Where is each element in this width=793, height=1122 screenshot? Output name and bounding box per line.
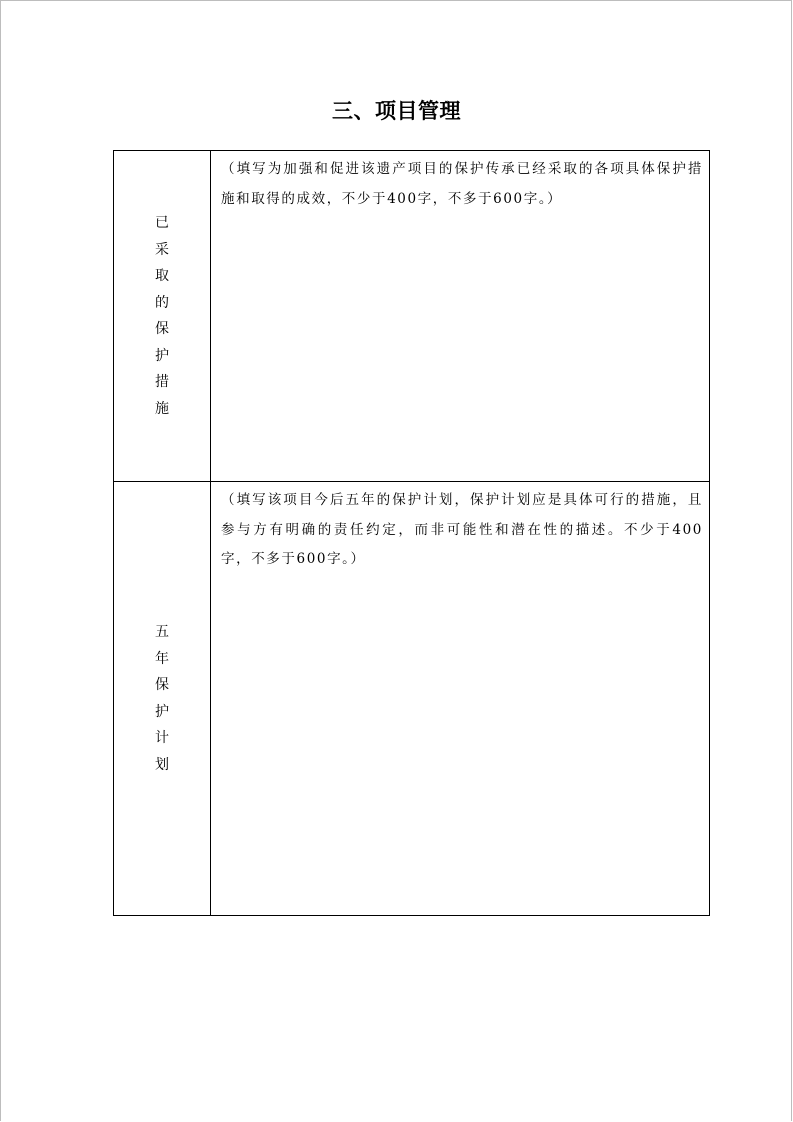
content-cell-protection-measures[interactable] — [211, 151, 710, 482]
content-cell-five-year-plan[interactable] — [211, 482, 710, 916]
section-label-protection-measures: 已采取的保护措施 — [155, 215, 169, 417]
page-title: 三、项目管理 — [332, 99, 461, 123]
label-cell-five-year-plan — [114, 482, 211, 916]
instruction-five-year-plan: （填写该项目今后五年的保护计划，保护计划应是具体可行的措施，且参与方有明确的责任约定，而非可能性和潜在性的描述。不少于400字，不多于600字。） — [221, 492, 703, 567]
table-row-protection-measures — [114, 151, 710, 482]
section-label-five-year-plan: 五年保护计划 — [155, 624, 169, 773]
project-management-table — [113, 150, 710, 916]
instruction-protection-measures: （填写为加强和促进该遗产项目的保护传承已经采取的各项具体保护措施和取得的成效，不少于400字，不多于600字。） — [221, 161, 703, 207]
table-row-five-year-plan — [114, 482, 710, 916]
label-cell-protection-measures — [114, 151, 211, 482]
